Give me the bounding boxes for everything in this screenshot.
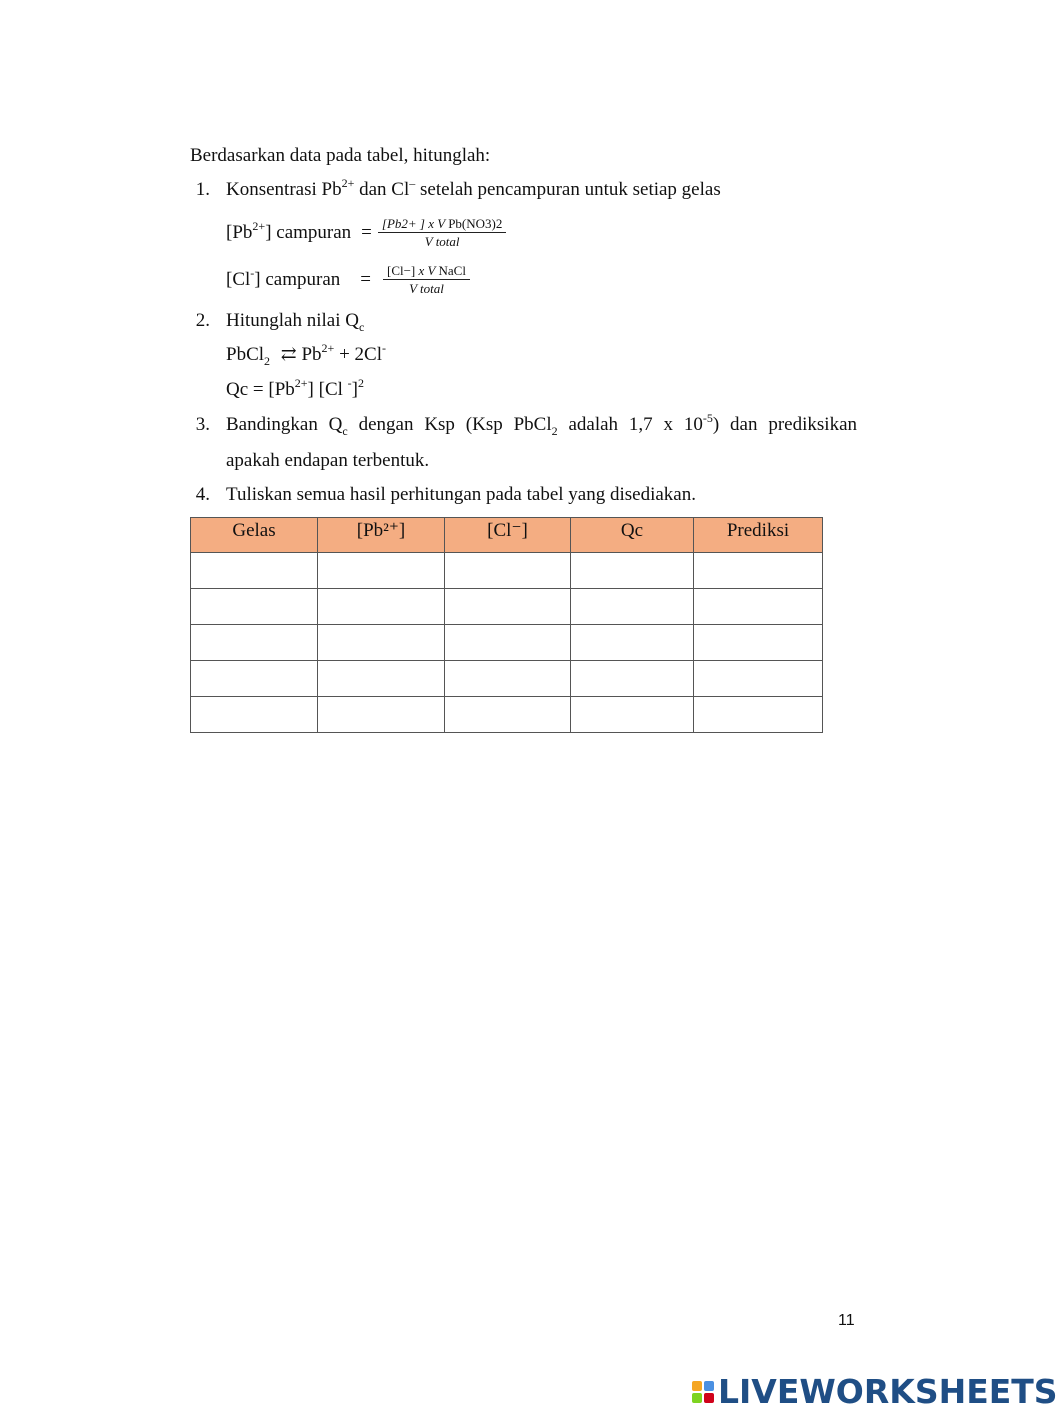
item-number: 3.: [195, 414, 210, 435]
item-4-text: Tuliskan semua hasil perhitungan pada tabel yang disediakan.: [226, 484, 696, 505]
formula-pb: [226, 213, 506, 253]
header-gelas: Gelas: [191, 518, 318, 553]
results-table: [190, 517, 823, 733]
equals-sign: =: [361, 222, 372, 243]
table-cell[interactable]: [318, 697, 445, 733]
item-3-text: Bandingkan $Q_c$ dengan Ksp (Ksp PbCl$_2$ adalah 1,7 x $10^{-5}$) dan prediksikan: [226, 410, 857, 438]
fraction-cl: $\frac{\text{[Cl−] x V NaCl}}{\text{V total}}$: [383, 263, 470, 297]
intro-text: Berdasarkan data pada tabel, hitunglah:: [190, 145, 491, 166]
qc-expression: $Qc = [Pb^{2+}]$ [Cl -]$^2$: [226, 375, 364, 400]
table-cell[interactable]: [445, 697, 571, 733]
header-cl: [Cl⁻]: [445, 518, 571, 553]
logo-squares-icon: [692, 1381, 714, 1403]
table-cell[interactable]: [571, 553, 694, 589]
table-cell[interactable]: [318, 661, 445, 697]
item-number: 2.: [195, 310, 210, 331]
table-row: [191, 625, 823, 661]
liveworksheets-logo: [692, 1372, 1058, 1411]
formula-cl-label: [Cl-] campuran: [226, 265, 341, 290]
table-cell[interactable]: [445, 589, 571, 625]
item-2-text: Hitunglah nilai $Q_c$: [226, 310, 365, 334]
table-row: [191, 697, 823, 733]
table-cell[interactable]: [191, 661, 318, 697]
header-qc: Qc: [571, 518, 694, 553]
table-row: [191, 589, 823, 625]
table-cell[interactable]: [318, 625, 445, 661]
table-cell[interactable]: [694, 697, 823, 733]
table-cell[interactable]: [191, 589, 318, 625]
table-cell[interactable]: [694, 589, 823, 625]
equilibrium-arrow-icon: ⇄: [280, 344, 297, 365]
table-cell[interactable]: [318, 589, 445, 625]
table-cell[interactable]: [445, 661, 571, 697]
header-pb: [Pb²⁺]: [318, 518, 445, 553]
table-row: [191, 553, 823, 589]
formula-pb-label: $[Pb^{2+}]$ campuran: [226, 218, 352, 243]
table-cell[interactable]: [571, 661, 694, 697]
logo-text: LIVEWORKSHEETS: [718, 1372, 1058, 1411]
table-cell[interactable]: [694, 553, 823, 589]
table-cell[interactable]: [191, 625, 318, 661]
table-cell[interactable]: [694, 625, 823, 661]
item-3-line2: apakah endapan terbentuk.: [226, 450, 430, 471]
item-1-text: Konsentrasi $Pb^{2+}$ dan Cl– setelah pencampuran untuk setiap gelas: [226, 175, 721, 200]
formula-cl: [226, 260, 470, 300]
table-row: [191, 661, 823, 697]
table-header-row: [191, 518, 823, 553]
reaction-equation: PbCl$_2$ ⇄ $Pb^{2+} + 2Cl^-$: [226, 340, 386, 368]
table-cell[interactable]: [694, 661, 823, 697]
table-cell[interactable]: [191, 697, 318, 733]
item-number: 1.: [195, 179, 210, 200]
item-number: 4.: [195, 484, 210, 505]
table-cell[interactable]: [318, 553, 445, 589]
table-cell[interactable]: [571, 697, 694, 733]
fraction-pb: $\frac{\text{[Pb2+ ] x V Pb(NO3)2}}{\text{V total}}$: [378, 216, 506, 250]
page-number: 11: [838, 1312, 855, 1329]
table-cell[interactable]: [571, 625, 694, 661]
header-prediksi: Prediksi: [694, 518, 823, 553]
table-cell[interactable]: [445, 625, 571, 661]
table-cell[interactable]: [571, 589, 694, 625]
table-cell[interactable]: [191, 553, 318, 589]
table-cell[interactable]: [445, 553, 571, 589]
equals-sign: =: [360, 269, 371, 290]
